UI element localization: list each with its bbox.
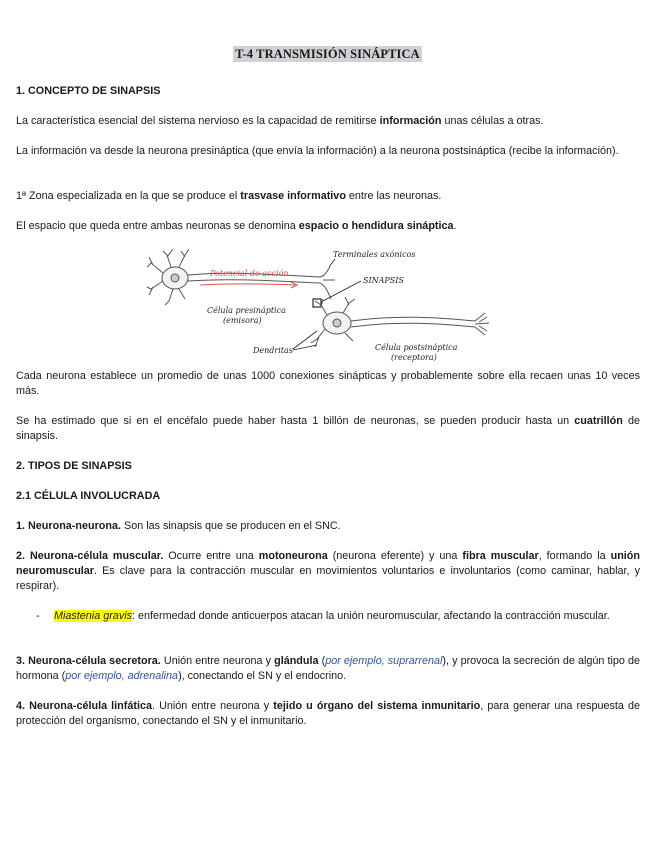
page-title: T-4 TRANSMISIÓN SINÁPTICA: [235, 47, 420, 61]
list-item-neuron-lymphatic: 4. Neurona-célula linfática. Unión entre neurona y tejido u órgano del sistema inmunitario, para generar una respuesta de protección del organismo, conectando el SN y el inmunitario.: [16, 700, 640, 727]
list-item-neuron-secretory: 3. Neurona-célula secretora. Unión entre neurona y glándula (por ejemplo, suprarrenal), y provoca la secreción de algún tipo de hormona (por ejemplo, adrenalina), conectando el SN y el endocrino.: [16, 655, 640, 682]
section-heading-types: 2. TIPOS DE SINAPSIS: [16, 460, 132, 472]
label-synapse: SINAPSIS: [363, 276, 404, 285]
bullet-dash: -: [36, 610, 40, 622]
label-dendrites: Dendritas: [253, 346, 293, 355]
synapse-figure: [145, 243, 495, 365]
list-item-neuron-muscle: 2. Neurona-célula muscular. Ocurre entre una motoneurona (neurona eferente) y una fibra muscular, formando la unión neuromuscular. Es clave para la contracción muscular en movimientos voluntarios e involuntarios (como caminar, hablar, y respirar).: [16, 550, 640, 592]
section-heading-concept: 1. CONCEPTO DE SINAPSIS: [16, 85, 161, 97]
bullet-myasthenia: Miastenia gravis: enfermedad donde anticuerpos atacan la unión neuromuscular, afectando la contracción muscular.: [54, 610, 610, 622]
paragraph: Cada neurona establece un promedio de unas 1000 conexiones sinápticas y probablemente sobre ella recaen unas 10 veces más.: [16, 370, 640, 397]
label-terminals: Terminales axónicos: [333, 250, 416, 259]
subsection-heading: 2.1 CÉLULA INVOLUCRADA: [16, 490, 161, 502]
paragraph: Se ha estimado que si en el encéfalo puede haber hasta 1 billón de neuronas, se pueden producir hasta un cuatrillón de sinapsis.: [16, 415, 640, 442]
label-postsynaptic-sub: (receptora): [391, 353, 437, 362]
paragraph: La característica esencial del sistema nervioso es la capacidad de remitirse información unas células a otras.: [16, 115, 544, 127]
label-presynaptic: Célula presináptica: [207, 306, 286, 315]
label-postsynaptic: Célula postsináptica: [375, 343, 458, 352]
paragraph: El espacio que queda entre ambas neuronas se denomina espacio o hendidura sináptica.: [16, 220, 457, 232]
paragraph: 1ª Zona especializada en la que se produce el trasvase informativo entre las neuronas.: [16, 190, 442, 202]
paragraph: La información va desde la neurona presináptica (que envía la información) a la neurona postsináptica (recibe la información).: [16, 145, 619, 157]
label-presynaptic-sub: (emisora): [223, 316, 262, 325]
list-item-neuron-neuron: 1. Neurona-neurona. Son las sinapsis que se producen en el SNC.: [16, 520, 341, 532]
label-action-potential: Potencial de acción: [210, 269, 289, 278]
